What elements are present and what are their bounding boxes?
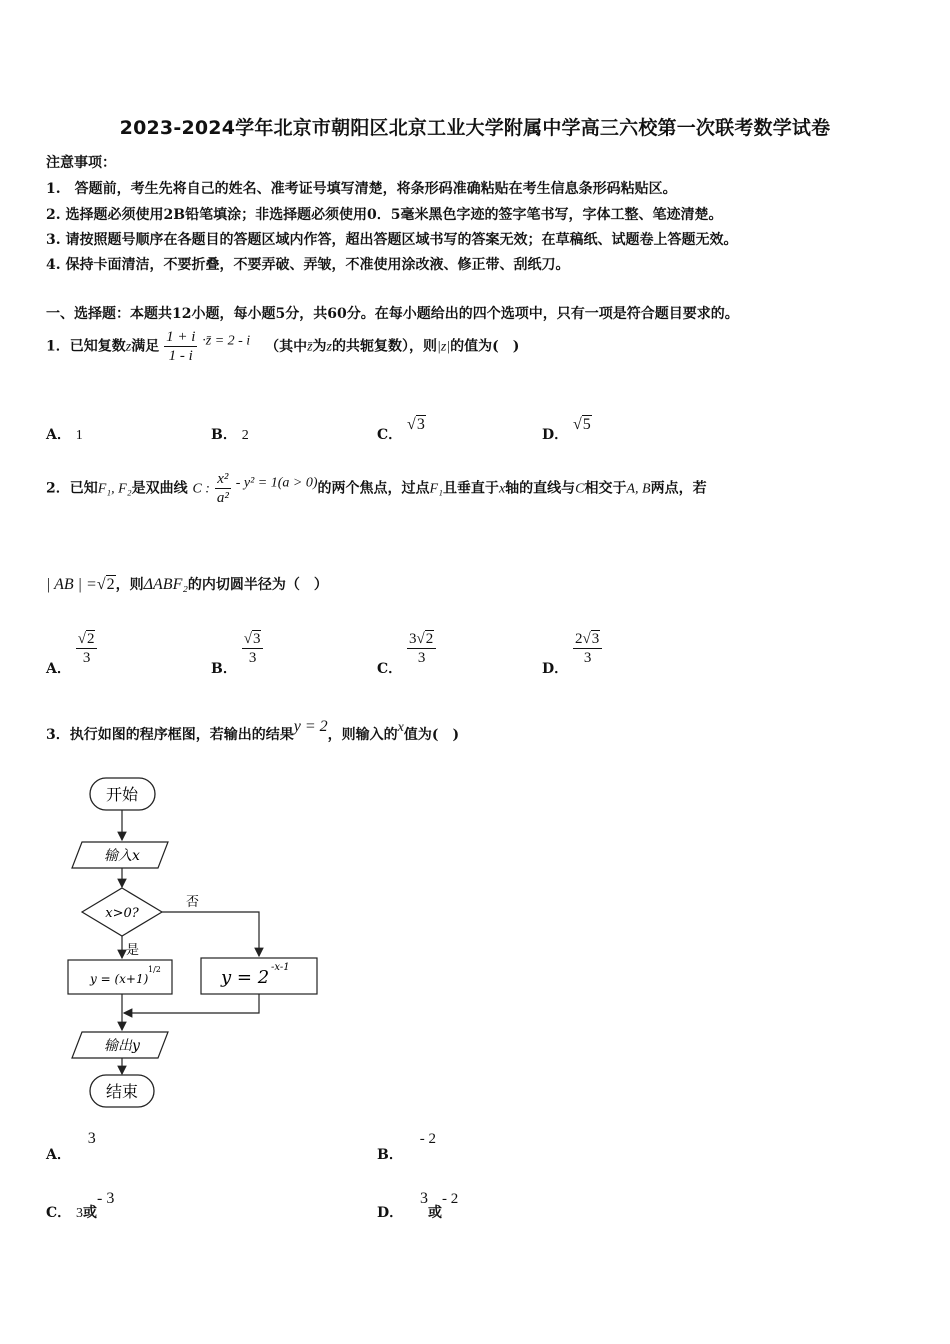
- q1-tail: 的值为( ): [450, 338, 520, 355]
- page-title: 2023-2024学年北京市朝阳区北京工业大学附属中学高三六校第一次联考数学试卷: [119, 117, 831, 139]
- q2-option-a[interactable]: A． $\frac{√2}{3}$: [46, 630, 97, 667]
- q1-conj: 的共轭复数），则: [331, 338, 437, 355]
- question-3: 3．执行如图的程序框图，若输出的结果y = 2，则输入的x值为( ): [46, 718, 460, 743]
- q1-prefix: 1．已知复数: [46, 338, 126, 355]
- section-heading: 一、选择题：本题共12小题，每小题5分，共60分。在每小题给出的四个选项中，只有一项是符合题目要求的。: [46, 306, 739, 322]
- flow-end-label: 结束: [105, 1082, 139, 1101]
- flow-yes-label: 是: [126, 943, 140, 958]
- q1-zbar: z̄: [307, 339, 313, 355]
- flow-right-formula: y = 2: [221, 967, 270, 988]
- q3-y-eq: y = 2: [293, 718, 328, 735]
- q2-fraction: $\frac{\text{x²}}{\text{a²}}$: [216, 471, 229, 506]
- q3-option-b[interactable]: B． - 2: [377, 1131, 436, 1163]
- flowchart: [60, 770, 360, 1115]
- q2-foci: F₁, F₂: [97, 481, 132, 497]
- q2-option-b[interactable]: B． $\frac{√3}{3}$: [211, 630, 263, 667]
- question-2: 2．已知F₁, F₂是双曲线 C : $\frac{\text{x²}}{\text{a²}}$ - y² = 1(a > 0)的两个焦点，过点F₁且垂直于x轴的直线与C相交于A, B两点，若: [46, 471, 707, 506]
- q1-is: 为: [312, 338, 327, 355]
- flow-input-label: 输入x: [104, 848, 140, 864]
- note-item-3: 3. 请按照题号顺序在各题目的答题区域内作答，超出答题区域书写的答案无效；在草稿纸、试题卷上答题无效。: [46, 232, 738, 248]
- q2-option-d[interactable]: D． $\frac{2√3}{3}$: [542, 630, 602, 667]
- note-item-4: 4. 保持卡面清洁，不要折叠，不要弄破、弄皱，不准使用涂改液、修正带、刮纸刀。: [46, 257, 570, 273]
- q1-equation: ·z̄ = 2 - i: [202, 333, 251, 349]
- notes-heading: 注意事项：: [46, 155, 116, 171]
- q2-equation: - y² = 1(a > 0): [235, 475, 318, 491]
- q3-option-c[interactable]: C． 3或- 3: [46, 1190, 115, 1221]
- question-2-line-2: | AB | =√2，则ΔABF₂的内切圆半径为（ ）: [46, 576, 328, 593]
- q2-option-c[interactable]: C． $\frac{3√2}{3}$: [377, 630, 436, 667]
- q1-option-d[interactable]: D． √5: [542, 416, 591, 443]
- flow-decision-label: x>0?: [105, 906, 139, 921]
- q1-option-a[interactable]: A． 1: [46, 427, 83, 443]
- note-item-1: 1. 答题前，考生先将自己的姓名、准考证号填写清楚，将条形码准确粘贴在考生信息条形码粘贴区。: [46, 181, 677, 197]
- q3-option-d[interactable]: D． 3或- 2: [377, 1190, 459, 1221]
- q3-option-a[interactable]: A． 3: [46, 1130, 96, 1163]
- flow-no-label: 否: [186, 895, 200, 910]
- note-item-2: 2. 选择题必须使用2B铅笔填涂；非选择题必须使用0．5毫米黑色字迹的签字笔书写，字体工整、笔迹清楚。: [46, 207, 723, 223]
- flow-start-label: 开始: [105, 785, 139, 804]
- q1-z2: z: [326, 339, 332, 355]
- q1-absz: |z|: [436, 339, 451, 355]
- q1-z: z: [125, 339, 132, 355]
- q1-fraction: $\frac{1 + i}{1 - i}$: [166, 329, 196, 364]
- flow-output-label: 输出y: [104, 1038, 140, 1054]
- q1-paren: （其中: [265, 338, 308, 355]
- q2-curve: C :: [192, 481, 210, 497]
- flow-left-exp: 1/2: [148, 965, 161, 974]
- question-1: [46, 328, 519, 365]
- flow-left-formula: y = (x+1): [90, 972, 149, 986]
- q1-satisfy: 满足: [131, 338, 160, 355]
- flow-right-exp: -x-1: [271, 962, 290, 973]
- q1-option-c[interactable]: C． √3: [377, 416, 425, 443]
- q1-option-b[interactable]: B． 2: [211, 427, 249, 443]
